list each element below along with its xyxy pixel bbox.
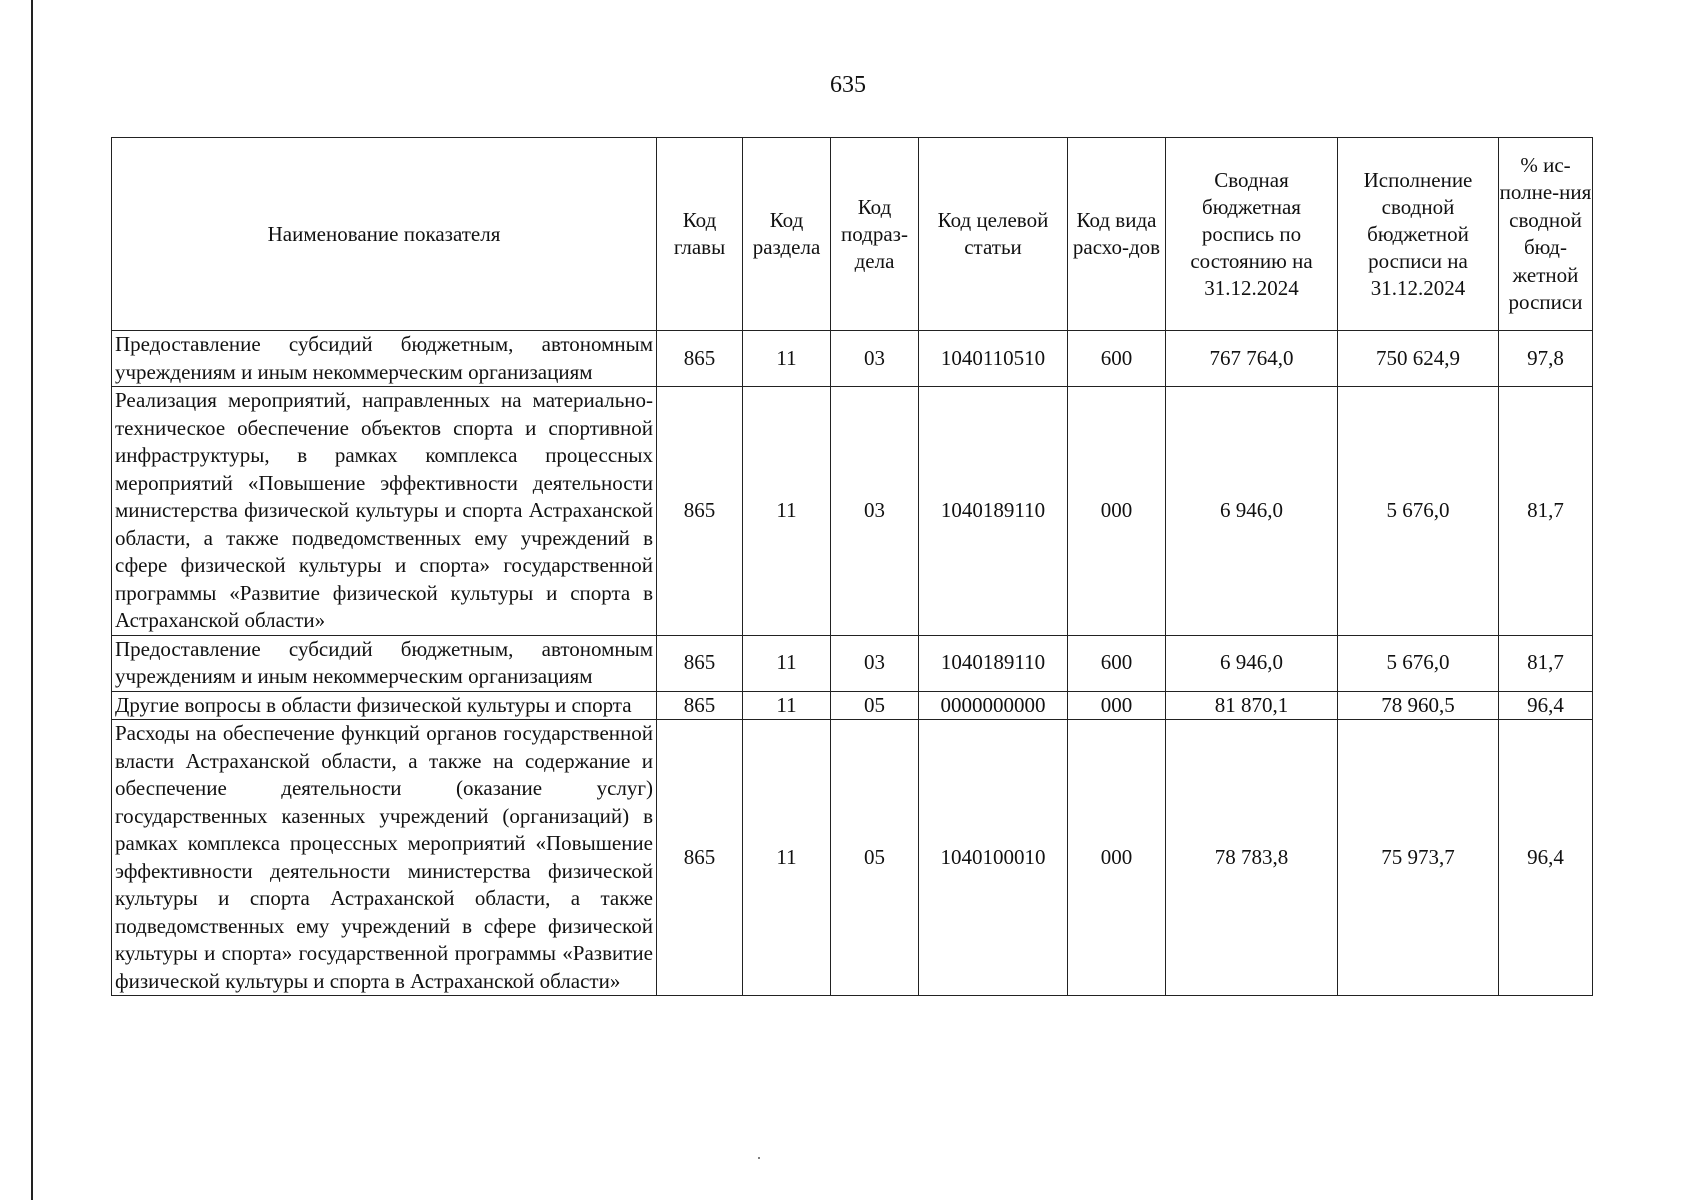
header-budget-plan: Сводная бюджетная роспись по состоянию на 31.12.2024 (1166, 138, 1338, 331)
target-article-code-cell: 0000000000 (919, 691, 1068, 720)
expense-type-code-cell: 600 (1068, 331, 1166, 387)
header-expense-type-code: Код вида расхо-дов (1068, 138, 1166, 331)
chapter-code-cell: 865 (657, 691, 743, 720)
section-code-cell: 11 (743, 635, 831, 691)
chapter-code-cell: 865 (657, 635, 743, 691)
indicator-name-cell: Предоставление субсидий бюджетным, автономным учреждениям и иным некоммерческим организациям (112, 331, 657, 387)
expense-type-code-cell: 000 (1068, 691, 1166, 720)
binding-margin-line (31, 0, 33, 1200)
section-code-cell: 11 (743, 720, 831, 996)
indicator-name-cell: Другие вопросы в области физической культуры и спорта (112, 691, 657, 720)
budget-execution-cell: 75 973,7 (1338, 720, 1499, 996)
execution-percent-cell: 81,7 (1499, 635, 1593, 691)
section-code-cell: 11 (743, 691, 831, 720)
section-code-cell: 11 (743, 387, 831, 636)
subsection-code-cell: 03 (831, 331, 919, 387)
budget-plan-cell: 6 946,0 (1166, 635, 1338, 691)
subsection-code-cell: 05 (831, 691, 919, 720)
target-article-code-cell: 1040189110 (919, 635, 1068, 691)
page-number: 635 (830, 72, 866, 98)
header-execution-percent: % ис-полне-ния сводной бюд-жетной росписи (1499, 138, 1593, 331)
subsection-code-cell: 03 (831, 635, 919, 691)
indicator-name-cell: Реализация мероприятий, направленных на материально-техническое обеспечение объектов спорта и спортивной инфраструктуры, в рамках комплекса процессных мероприятий «Повышение эффективности деятельности министерства физической культуры и спорта Астраханской области, а также подведомственных ему учреждений в сфере физической культуры и спорта» государственной программы «Развитие физической культуры и спорта в Астраханской области» (112, 387, 657, 636)
target-article-code-cell: 1040100010 (919, 720, 1068, 996)
target-article-code-cell: 1040110510 (919, 331, 1068, 387)
subsection-code-cell: 05 (831, 720, 919, 996)
execution-percent-cell: 96,4 (1499, 720, 1593, 996)
target-article-code-cell: 1040189110 (919, 387, 1068, 636)
budget-execution-cell: 78 960,5 (1338, 691, 1499, 720)
budget-plan-cell: 78 783,8 (1166, 720, 1338, 996)
budget-execution-table (111, 137, 1593, 996)
budget-plan-cell: 6 946,0 (1166, 387, 1338, 636)
table-row (112, 387, 1593, 636)
execution-percent-cell: 97,8 (1499, 331, 1593, 387)
budget-plan-cell: 81 870,1 (1166, 691, 1338, 720)
table-row (112, 331, 1593, 387)
table-row (112, 691, 1593, 720)
expense-type-code-cell: 000 (1068, 720, 1166, 996)
budget-execution-cell: 750 624,9 (1338, 331, 1499, 387)
header-subsection-code: Код подраз-дела (831, 138, 919, 331)
scan-speck (758, 1157, 760, 1159)
indicator-name-cell: Расходы на обеспечение функций органов государственной власти Астраханской области, а также на содержание и обеспечение деятельности (оказание услуг) государственных казенных учреждений (организаций) в рамках комплекса процессных мероприятий «Повышение эффективности деятельности министерства физической культуры и спорта Астраханской области, а также подведомственных ему учреждений в сфере физической культуры и спорта» государственной программы «Развитие физической культуры и спорта в Астраханской области» (112, 720, 657, 996)
table-row (112, 635, 1593, 691)
table-row (112, 720, 1593, 996)
subsection-code-cell: 03 (831, 387, 919, 636)
budget-plan-cell: 767 764,0 (1166, 331, 1338, 387)
budget-execution-cell: 5 676,0 (1338, 635, 1499, 691)
budget-execution-cell: 5 676,0 (1338, 387, 1499, 636)
header-target-article-code: Код целевой статьи (919, 138, 1068, 331)
header-section-code: Код раздела (743, 138, 831, 331)
expense-type-code-cell: 600 (1068, 635, 1166, 691)
chapter-code-cell: 865 (657, 331, 743, 387)
header-budget-execution: Исполнение сводной бюджетной росписи на 31.12.2024 (1338, 138, 1499, 331)
execution-percent-cell: 81,7 (1499, 387, 1593, 636)
section-code-cell: 11 (743, 331, 831, 387)
header-indicator-name: Наименование показателя (112, 138, 657, 331)
table-header-row (112, 138, 1593, 331)
chapter-code-cell: 865 (657, 387, 743, 636)
execution-percent-cell: 96,4 (1499, 691, 1593, 720)
chapter-code-cell: 865 (657, 720, 743, 996)
header-chapter-code: Код главы (657, 138, 743, 331)
indicator-name-cell: Предоставление субсидий бюджетным, автономным учреждениям и иным некоммерческим организациям (112, 635, 657, 691)
expense-type-code-cell: 000 (1068, 387, 1166, 636)
